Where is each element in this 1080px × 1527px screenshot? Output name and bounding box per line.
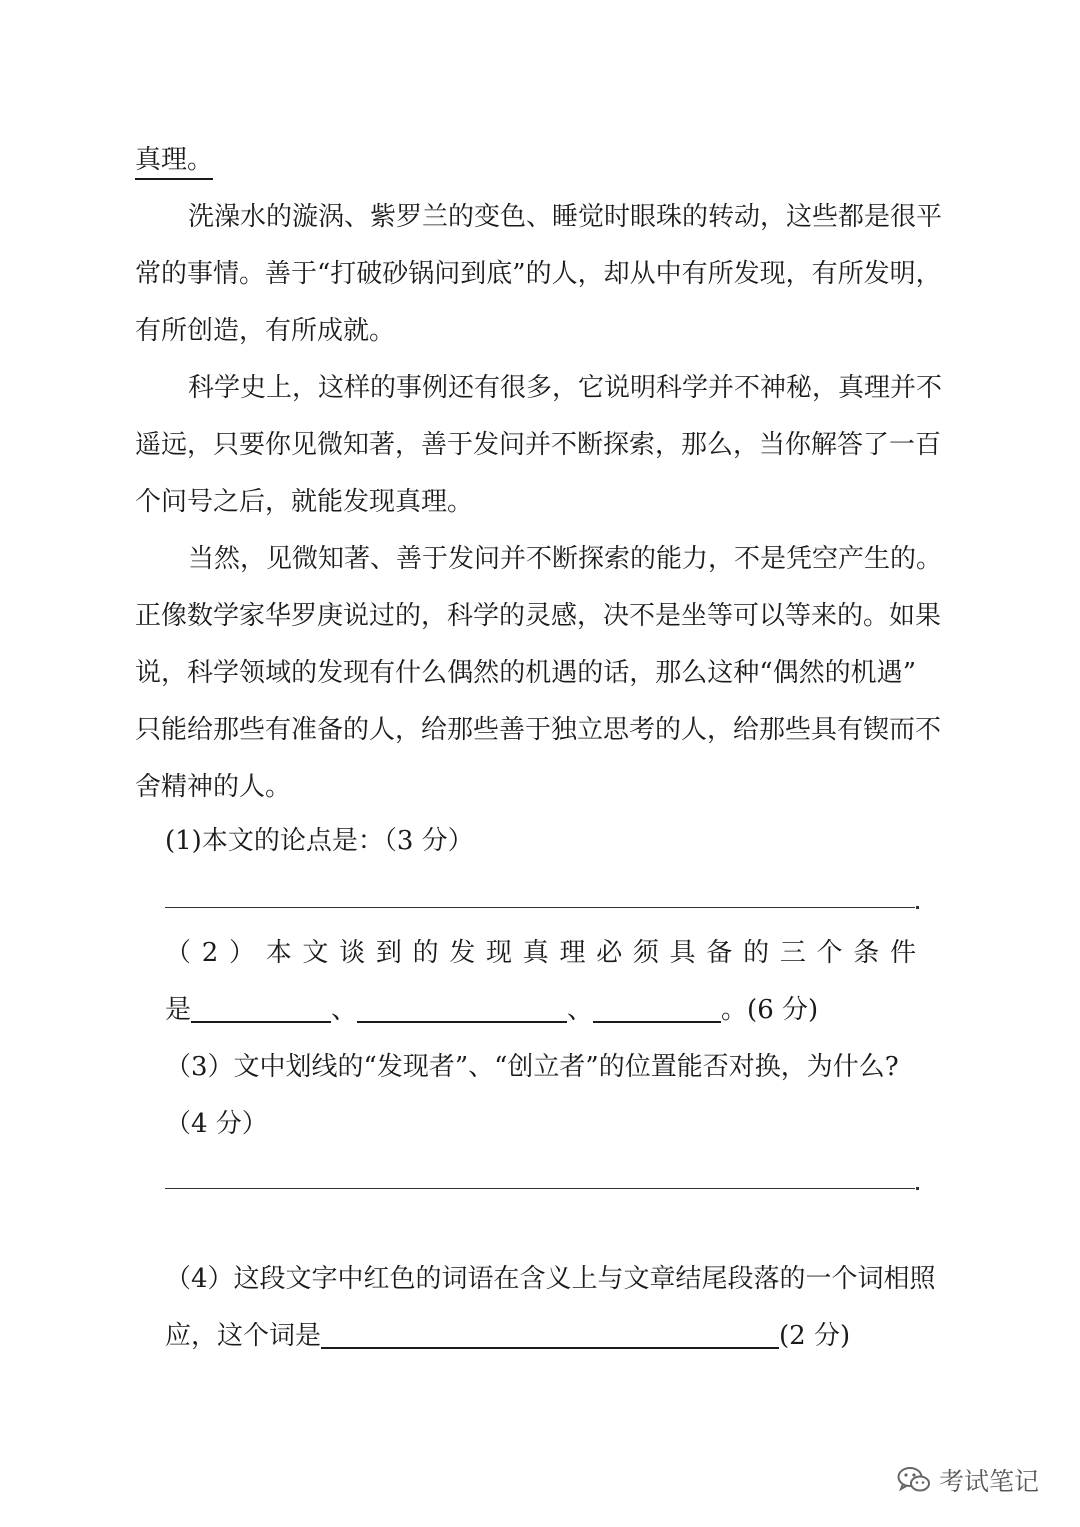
- answer-blank[interactable]: [191, 999, 331, 1023]
- question-1: (1)本文的论点是：（3 分）: [165, 826, 474, 856]
- wechat-icon: [897, 1466, 931, 1494]
- question-3-points: （4 分）: [165, 1109, 268, 1139]
- question-4-blank: 应，这个词是 (2 分): [165, 1321, 851, 1351]
- question-2: （2）本文谈到的发现真理必须具备的三个条件: [165, 938, 916, 968]
- answer-line[interactable]: [165, 907, 915, 908]
- passage-line: 科学史上，这样的事例还有很多，它说明科学并不神秘，真理并不: [188, 373, 943, 403]
- answer-line[interactable]: [165, 1188, 915, 1189]
- passage-line: 遥远，只要你见微知著，善于发问并不断探索，那么，当你解答了一百: [135, 430, 942, 460]
- answer-blank[interactable]: [357, 999, 567, 1023]
- passage-line: 当然，见微知著、善于发问并不断探索的能力，不是凭空产生的。: [188, 544, 943, 574]
- passage-line: [135, 147, 213, 173]
- watermark-text: 考试笔记: [939, 1467, 1040, 1496]
- question-2-blanks: 是 、 、 。(6 分): [165, 995, 819, 1025]
- answer-blank[interactable]: [321, 1325, 779, 1349]
- passage-line: 只能给那些有准备的人，给那些善于独立思考的人，给那些具有锲而不: [135, 715, 942, 745]
- underlined-text: 真理。: [135, 145, 213, 180]
- question-3: （3）文中划线的“发现者”、“创立者”的位置能否对换，为什么?: [165, 1052, 899, 1082]
- question-4: （4）这段文字中红色的词语在含义上与文章结尾段落的一个词相照: [165, 1264, 936, 1294]
- passage-line: 洗澡水的漩涡、紫罗兰的变色、睡觉时眼珠的转动，这些都是很平: [188, 202, 943, 232]
- answer-blank[interactable]: [593, 999, 721, 1023]
- watermark: [897, 1462, 1039, 1498]
- passage-line: 常的事情。善于“打破砂锅问到底”的人，却从中有所发现，有所发明，: [135, 259, 942, 289]
- passage-line: 正像数学家华罗庚说过的，科学的灵感，决不是坐等可以等来的。如果: [135, 601, 942, 631]
- passage-line: 说，科学领域的发现有什么偶然的机遇的话，那么这种“偶然的机遇”: [135, 658, 916, 688]
- passage-line: 舍精神的人。: [135, 772, 292, 802]
- passage-line: 有所创造，有所成就。: [135, 316, 396, 346]
- passage-line: 个问号之后，就能发现真理。: [135, 487, 474, 517]
